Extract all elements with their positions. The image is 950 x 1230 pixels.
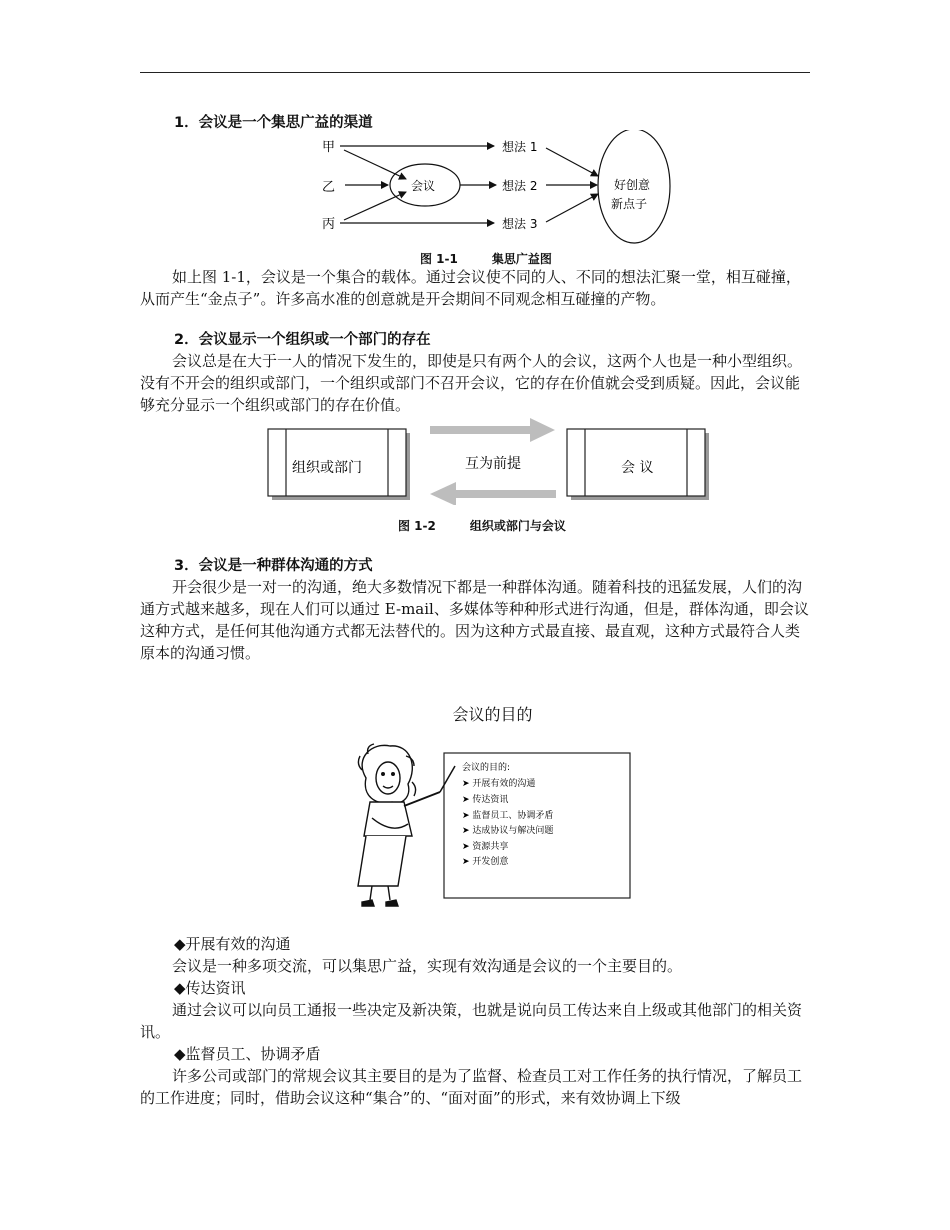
board-item: ➤ 达成协议与解决问题 [462, 826, 554, 836]
board-item: ➤ 开展有效的沟通 [462, 779, 536, 789]
figure-2-right-box-label: 会 议 [621, 460, 654, 476]
figure-2-middle-label: 互为前提 [465, 456, 521, 472]
board-item: ➤ 资源共享 [462, 842, 509, 852]
board-title: 会议的目的: [462, 763, 511, 773]
figure-1-person: 丙 [322, 217, 336, 232]
figure-2-caption-number: 图 1-2 [398, 519, 436, 533]
figure-2-caption [398, 517, 566, 534]
figure-1-idea: 想法 3 [502, 217, 538, 231]
presenter-figure [358, 744, 455, 906]
figure-1-caption [420, 250, 552, 267]
board-item: ➤ 开发创意 [462, 857, 509, 867]
section-2-heading: 2．会议显示一个组织或一个部门的存在 [174, 332, 431, 348]
detail-bullet: ◆开展有效的沟通 [174, 935, 291, 953]
figure-1-caption-number: 图 1-1 [420, 252, 458, 266]
purpose-illustration [0, 740, 950, 940]
section-2-paragraph: 会议总是在大于一人的情况下发生的，即使是只有两个人的会议，这两个人也是一种小型组织。没有不开会的组织或部门，一个组织或部门不召开会议，它的存在价值就会受到质疑。因此，会议能够充分显示一个组织或部门的存在价值。 [140, 352, 803, 414]
section-1-heading: 1．会议是一个集思广益的渠道 [174, 115, 373, 131]
detail-text: 许多公司或部门的常规会议其主要目的是为了监督、检查员工对工作任务的执行情况，了解员工的工作进度；同时，借助会议这种“集合”的、“面对面”的形式，来有效协调上下级 [140, 1067, 803, 1107]
figure-1-result-line-2: 新点子 [611, 197, 648, 211]
purpose-title: 会议的目的 [452, 705, 533, 724]
figure-1-person: 乙 [322, 180, 336, 195]
figure-1-caption-title: 集思广益图 [491, 252, 552, 266]
detail-text: 通过会议可以向员工通报一些决定及新决策，也就是说向员工传达来自上级或其他部门的相关资讯。 [140, 1001, 803, 1041]
figure-1-result-line-1: 好创意 [614, 178, 651, 192]
detail-text: 会议是一种多项交流，可以集思广益，实现有效沟通是会议的一个主要目的。 [172, 957, 683, 975]
detail-bullet: ◆传达资讯 [174, 979, 246, 997]
figure-1-center-label: 会议 [411, 179, 436, 193]
section-3-heading: 3．会议是一种群体沟通的方式 [174, 558, 373, 574]
figure-2-caption-title: 组织或部门与会议 [469, 519, 566, 533]
figure-1-person: 甲 [322, 140, 336, 155]
section-1-paragraph: 如上图 1-1，会议是一个集合的载体。通过会议使不同的人、不同的想法汇聚一堂，相互碰撞，从而产生“金点子”。许多高水准的创意就是开会期间不同观念相互碰撞的产物。 [140, 268, 801, 308]
figure-1-idea: 想法 1 [502, 140, 538, 154]
section-3-paragraph: 开会很少是一对一的沟通，绝大多数情况下都是一种群体沟通。随着科技的迅猛发展，人们的沟通方式越来越多，现在人们可以通过 E-mail、多媒体等种种形式进行沟通，但是，群体沟通，即会议这种方式，是任何其他沟通方式都无法替代的。因为这种方式最直接、最直观，这种方式最符合人类原本的沟通习惯。 [140, 578, 809, 662]
detail-bullet: ◆监督员工、协调矛盾 [174, 1045, 321, 1063]
figure-2-diagram [0, 415, 950, 505]
board-item: ➤ 监督员工、协调矛盾 [462, 811, 554, 821]
header-rule [140, 72, 810, 73]
figure-2-left-box-label: 组织或部门 [292, 460, 362, 476]
figure-1-idea: 想法 2 [502, 179, 538, 193]
board-item: ➤ 传达资讯 [462, 795, 509, 805]
